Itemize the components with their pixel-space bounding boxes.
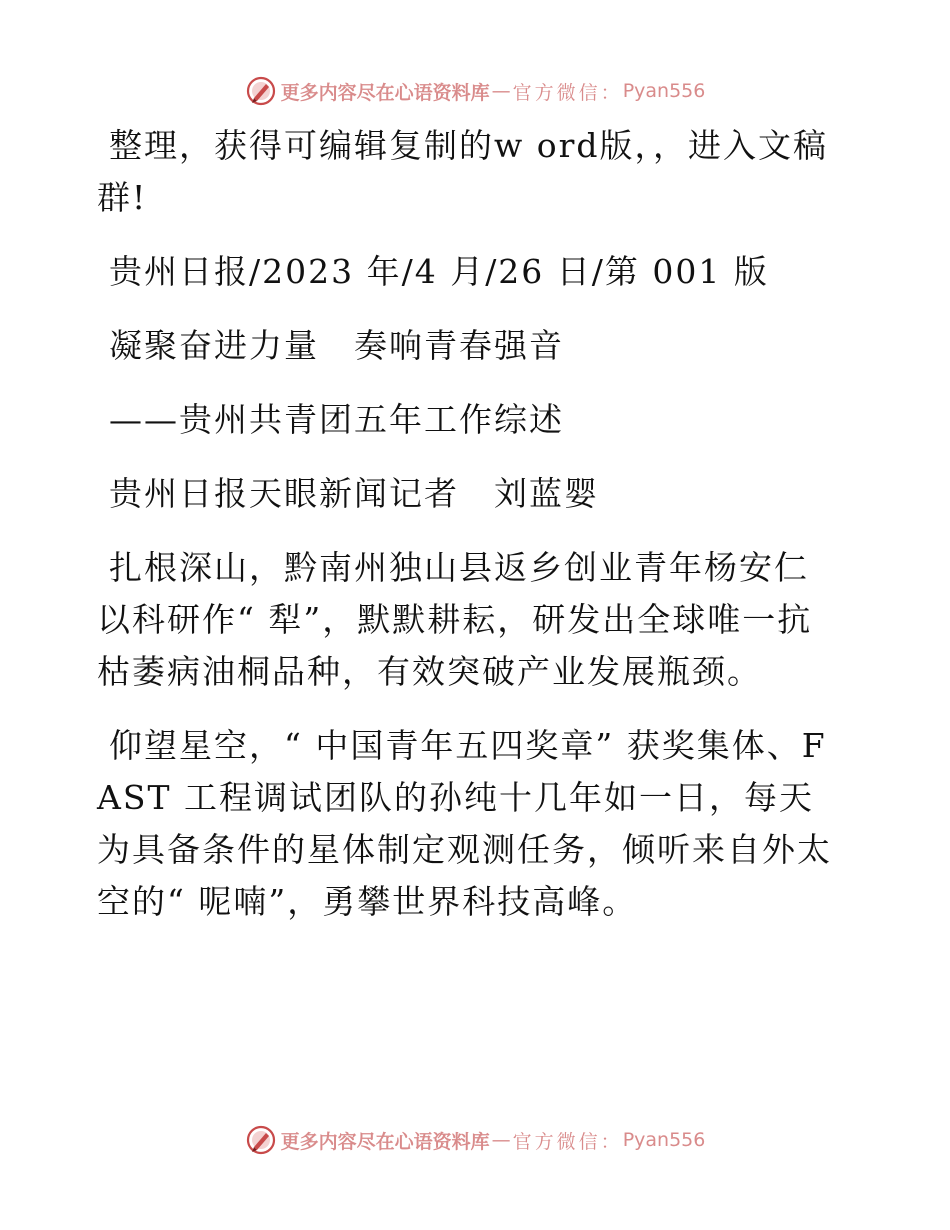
header-banner-separator: —: [491, 80, 511, 102]
paragraph-body-2: 仰望星空，“ 中国青年五四奖章” 获奖集体、FAST 工程调试团队的孙纯十几年如一日，每天为具备条件的星体制定观测任务，倾听来自外太空的“ 呢喃”，勇攀世界科技高峰。: [97, 726, 832, 921]
pen-logo-icon: [245, 75, 277, 107]
paragraph-body-1: 扎根深山，黔南州独山县返乡创业青年杨安仁以科研作“ 犁”，默默耕耘，研发出全球唯一抗枯萎病油桐品种，有效突破产业发展瓶颈。: [97, 548, 813, 691]
footer-banner-separator: —: [491, 1129, 511, 1151]
document-body: [97, 120, 837, 950]
header-banner-id: Pyan556: [622, 80, 706, 102]
footer-banner: [0, 1120, 950, 1160]
article-subtitle: ——贵州共青团五年工作综述: [109, 400, 564, 439]
article-byline: 贵州日报天眼新闻记者 刘蓝婴: [109, 474, 599, 513]
article-title: 凝聚奋进力量 奏响青春强音: [109, 326, 564, 365]
paragraph-intro: 整理，获得可编辑复制的w ord版，，进入文稿群!: [97, 126, 829, 217]
header-banner-subtext: 官方微信：: [512, 81, 623, 104]
footer-banner-id: Pyan556: [622, 1129, 706, 1151]
footer-banner-subtext: 官方微信：: [512, 1130, 623, 1153]
header-banner: [0, 71, 950, 111]
paragraph-source: 贵州日报/2023 年/4 月/26 日/第 001 版: [109, 252, 769, 291]
header-banner-text: 更多内容尽在心语资料库: [280, 81, 490, 104]
footer-banner-text: 更多内容尽在心语资料库: [280, 1130, 490, 1153]
pen-logo-icon: [245, 1124, 277, 1156]
